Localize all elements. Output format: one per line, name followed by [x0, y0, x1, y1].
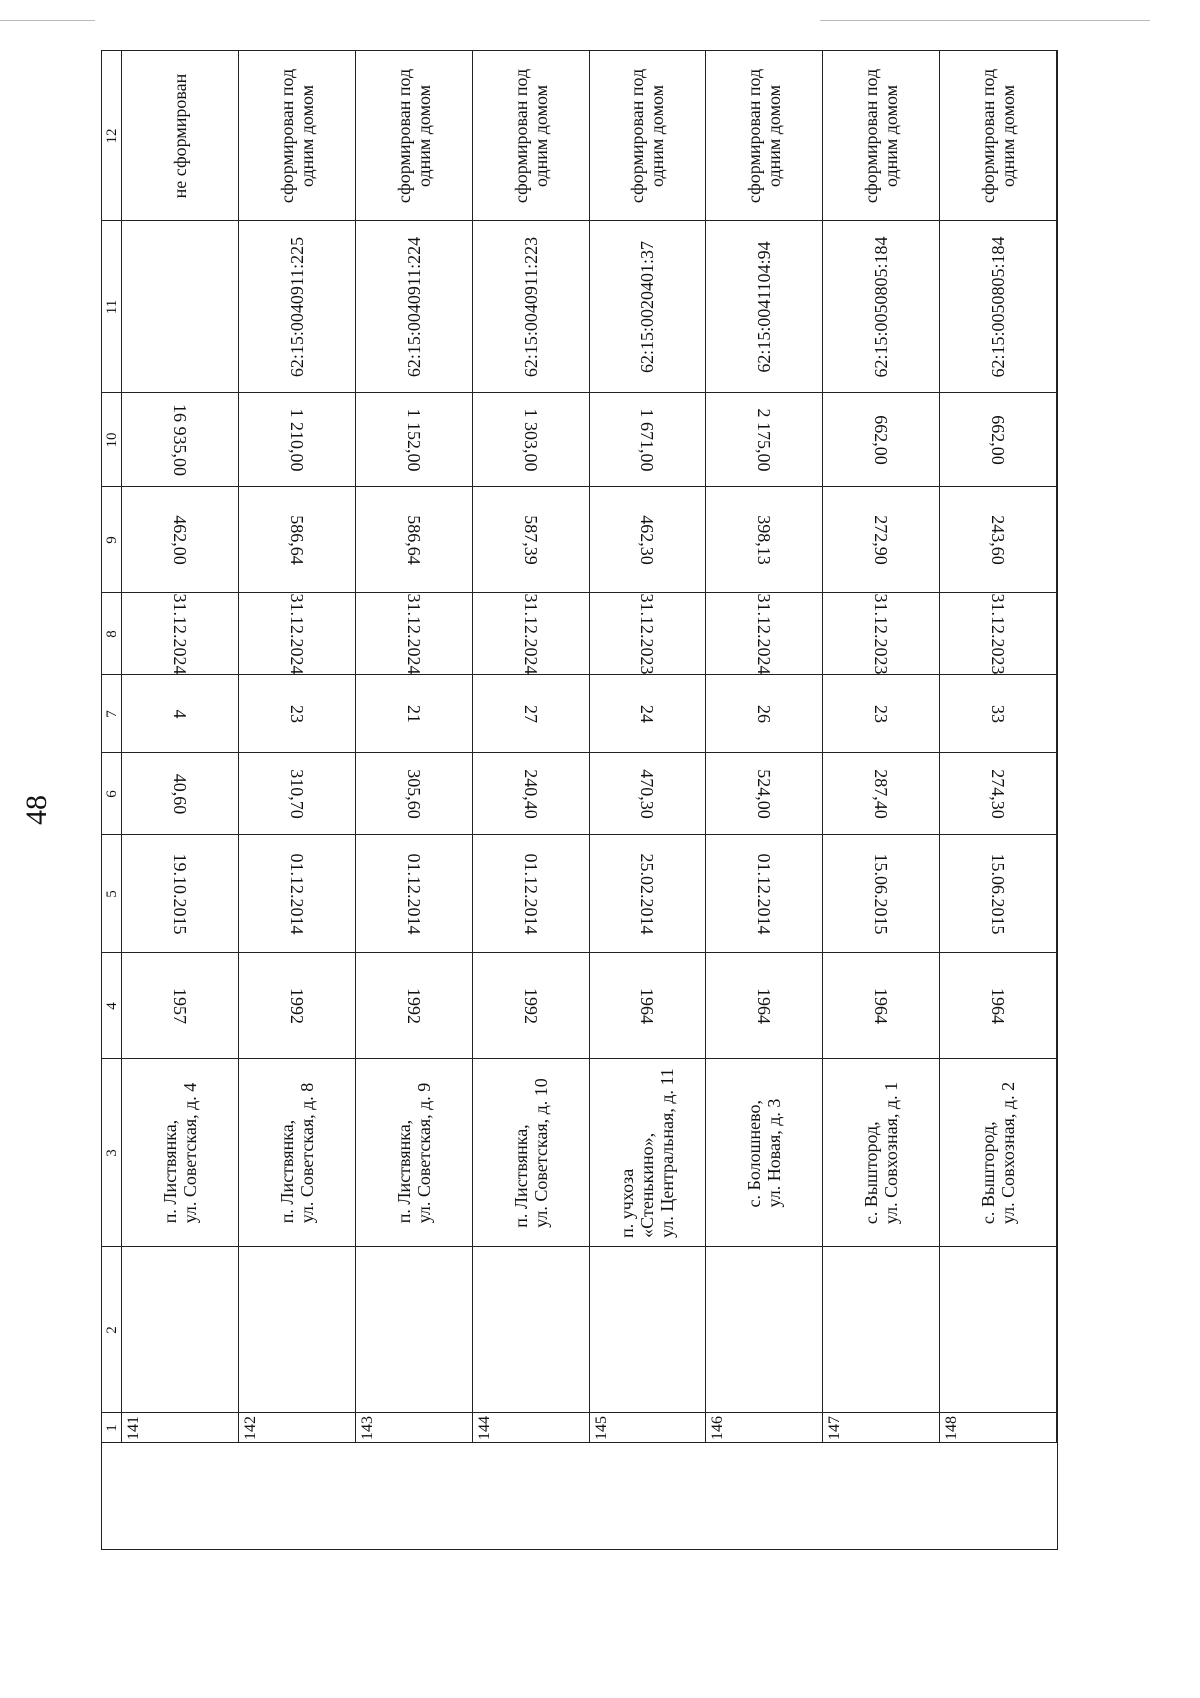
table-cell	[122, 393, 239, 487]
cell-year: 1992	[286, 987, 307, 1024]
table-cell	[940, 1059, 1057, 1247]
cell-status-line: одним домом	[998, 84, 1019, 187]
table-cell	[122, 487, 239, 593]
table-cell	[239, 1413, 356, 1443]
table-cell	[239, 1059, 356, 1247]
table-cell	[590, 1059, 707, 1247]
cell-addr-line: ул. Советская, д. 8	[296, 1082, 317, 1223]
cell-deadline: 31.12.2024	[403, 593, 424, 674]
cell-qty: 24	[637, 704, 658, 723]
cell-c10: 662,00	[871, 414, 892, 465]
table-cell	[122, 593, 239, 675]
table-cell	[473, 675, 590, 753]
cell-date: 01.12.2014	[403, 853, 424, 934]
cell-addr	[160, 1082, 200, 1223]
table-cell	[590, 753, 707, 835]
cell-addr-line: п. Листвянка,	[159, 1119, 180, 1223]
cell-status-line: сформирован под	[744, 68, 765, 203]
row-number: 143	[358, 1415, 376, 1440]
header-cell	[102, 675, 122, 753]
row-number: 147	[826, 1415, 844, 1440]
housing-table	[101, 50, 1058, 1550]
table-cell	[239, 953, 356, 1059]
cell-status-line: сформирован под	[393, 68, 414, 203]
cell-date: 01.12.2014	[286, 853, 307, 934]
cell-status-line: одним домом	[764, 84, 785, 187]
scan-artifact-line	[820, 20, 1150, 21]
table-cell	[356, 487, 473, 593]
cell-c10: 1 152,00	[403, 408, 424, 471]
cell-area: 470,30	[637, 768, 658, 819]
header-cell	[102, 1413, 122, 1443]
cell-status-line: одним домом	[881, 84, 902, 187]
table-cell	[473, 221, 590, 393]
table-cell	[823, 51, 940, 221]
cell-deadline: 31.12.2024	[520, 593, 541, 674]
table-cell	[823, 953, 940, 1059]
cell-year: 1992	[520, 987, 541, 1024]
header-cell	[102, 753, 122, 835]
cell-area: 305,60	[403, 768, 424, 819]
table-cell	[706, 753, 823, 835]
table-cell	[356, 593, 473, 675]
column-number: 10	[103, 432, 120, 447]
cell-year: 1964	[637, 987, 658, 1024]
table-cell	[356, 953, 473, 1059]
table-cell	[706, 1059, 823, 1247]
header-cell	[102, 221, 122, 393]
column-number: 4	[103, 1001, 120, 1010]
cell-addr-line: ул. Центральная, д. 11	[657, 1067, 678, 1238]
header-cell	[102, 1059, 122, 1247]
table-cell	[122, 221, 239, 393]
cell-status-line: сформирован под	[510, 68, 531, 203]
table-cell	[473, 1059, 590, 1247]
table-cell	[823, 753, 940, 835]
cell-qty: 4	[169, 709, 190, 718]
cell-c9: 272,90	[871, 514, 892, 565]
table-cell	[706, 593, 823, 675]
cell-addr	[744, 1098, 784, 1207]
column-number: 2	[103, 1325, 120, 1334]
cell-deadline: 31.12.2024	[754, 593, 775, 674]
cell-addr-line: с. Выштород,	[978, 1120, 999, 1224]
cell-status	[277, 68, 317, 202]
row-number: 142	[241, 1415, 259, 1440]
cell-area: 40,60	[169, 773, 190, 814]
cell-date: 01.12.2014	[520, 853, 541, 934]
table-cell	[940, 221, 1057, 393]
header-cell	[102, 1247, 122, 1413]
cell-date: 15.06.2015	[988, 853, 1009, 934]
table-cell	[823, 1059, 940, 1247]
table-cell	[940, 487, 1057, 593]
column-number: 1	[103, 1423, 120, 1432]
table-cell	[239, 487, 356, 593]
cell-c10: 1 671,00	[637, 408, 658, 471]
header-cell	[102, 393, 122, 487]
table-cell	[940, 51, 1057, 221]
cell-status	[978, 68, 1018, 202]
cell-area: 524,00	[754, 768, 775, 819]
cell-qty: 23	[286, 704, 307, 723]
cell-c10: 1 210,00	[286, 408, 307, 471]
cell-status-line: одним домом	[296, 84, 317, 187]
column-number: 8	[103, 629, 120, 638]
cell-addr-line: ул. Новая, д. 3	[764, 1098, 785, 1207]
table-cell	[590, 593, 707, 675]
cell-year: 1992	[403, 987, 424, 1024]
table-cell	[706, 1413, 823, 1443]
table-cell	[239, 1247, 356, 1413]
table-cell	[239, 51, 356, 221]
table-cell	[590, 221, 707, 393]
cell-status	[627, 68, 667, 202]
table-cell	[706, 51, 823, 221]
cell-addr-line: ул. Советская, д. 9	[413, 1082, 434, 1223]
table-cell	[590, 675, 707, 753]
column-number: 6	[103, 789, 120, 798]
cell-deadline: 31.12.2024	[286, 593, 307, 674]
cell-qty: 26	[754, 704, 775, 723]
table-cell	[122, 753, 239, 835]
table-cell	[122, 1059, 239, 1247]
table-cell	[239, 835, 356, 953]
table-cell	[940, 753, 1057, 835]
table-cell	[823, 221, 940, 393]
table-cell	[356, 1413, 473, 1443]
cell-c10: 16 935,00	[169, 403, 190, 476]
row-number: 145	[592, 1415, 610, 1440]
cell-status-line: сформирован под	[978, 68, 999, 203]
cell-c9: 586,64	[403, 514, 424, 565]
cell-addr-line: с. Болошнево,	[744, 1099, 765, 1207]
cell-c9: 462,00	[169, 514, 190, 565]
table-cell	[706, 953, 823, 1059]
row-number: 144	[475, 1415, 493, 1440]
row-number: 141	[125, 1415, 142, 1440]
table-cell	[706, 393, 823, 487]
table-cell	[940, 675, 1057, 753]
cell-addr-line: ул. Совхозная, д. 2	[998, 1081, 1019, 1224]
cell-c9: 398,13	[754, 514, 775, 565]
table-cell	[356, 753, 473, 835]
cell-status-line: одним домом	[530, 84, 551, 187]
cell-area: 310,70	[286, 768, 307, 819]
table-cell	[122, 51, 239, 221]
header-cell	[102, 835, 122, 953]
table-cell	[940, 1413, 1057, 1443]
table-cell	[940, 1247, 1057, 1413]
cell-addr-line: ул. Советская, д. 4	[179, 1082, 200, 1223]
cell-status	[511, 68, 551, 202]
cell-c9: 462,30	[637, 514, 658, 565]
table-cell	[706, 835, 823, 953]
table-cell	[473, 1413, 590, 1443]
table-cell	[706, 1247, 823, 1413]
cell-addr	[394, 1082, 434, 1223]
cell-year: 1964	[871, 987, 892, 1024]
cell-status-line: сформирован под	[276, 68, 297, 203]
table-cell	[122, 835, 239, 953]
cell-area: 287,40	[871, 768, 892, 819]
table-cell	[473, 1247, 590, 1413]
table-cell	[356, 675, 473, 753]
cell-cad: 62:15:0050805:184	[988, 235, 1009, 378]
table-cell	[239, 593, 356, 675]
table-cell	[706, 221, 823, 393]
table-cell	[940, 835, 1057, 953]
cell-deadline: 31.12.2023	[871, 593, 892, 674]
cell-c9: 243,60	[988, 514, 1009, 565]
cell-addr-line: с. Выштород,	[861, 1120, 882, 1224]
cell-year: 1964	[988, 987, 1009, 1024]
column-number: 7	[103, 709, 120, 718]
column-number: 12	[103, 128, 120, 143]
cell-date: 15.06.2015	[871, 853, 892, 934]
table-cell	[356, 835, 473, 953]
cell-status	[861, 68, 901, 202]
cell-deadline: 31.12.2024	[169, 593, 190, 674]
cell-cad: 62:15:0041104:94	[754, 240, 775, 373]
cell-cad: 62:15:0040911:224	[403, 236, 424, 377]
cell-cad: 62:15:0040911:225	[286, 236, 307, 377]
table-cell	[122, 1413, 239, 1443]
table-cell	[473, 487, 590, 593]
cell-addr-line: п. Листвянка,	[393, 1119, 414, 1223]
table-cell	[356, 51, 473, 221]
cell-addr-line: п. Листвянка,	[276, 1119, 297, 1223]
table-cell	[356, 221, 473, 393]
column-number: 11	[103, 299, 120, 314]
table-cell	[473, 953, 590, 1059]
cell-addr	[617, 1068, 677, 1238]
header-cell	[102, 487, 122, 593]
cell-status	[170, 73, 190, 198]
cell-addr	[277, 1082, 317, 1223]
cell-status-line: сформирован под	[861, 68, 882, 203]
cell-date: 01.12.2014	[754, 853, 775, 934]
cell-addr-line: «Стенькино»,	[637, 1132, 658, 1238]
table-cell	[823, 593, 940, 675]
cell-qty: 27	[520, 704, 541, 723]
cell-status	[744, 68, 784, 202]
cell-qty: 23	[871, 704, 892, 723]
scan-artifact-line	[0, 20, 95, 21]
table-cell	[823, 835, 940, 953]
table-cell	[823, 1413, 940, 1443]
table-cell	[940, 953, 1057, 1059]
cell-addr-line: ул. Советская, д. 10	[530, 1077, 551, 1228]
cell-status-line: одним домом	[413, 84, 434, 187]
cell-date: 19.10.2015	[169, 853, 190, 934]
header-cell	[102, 953, 122, 1059]
table-cell	[823, 393, 940, 487]
cell-cad: 62:15:0020401:37	[637, 240, 658, 373]
table-cell	[239, 753, 356, 835]
cell-status-line: одним домом	[647, 84, 668, 187]
table-cell	[823, 487, 940, 593]
table-cell	[590, 953, 707, 1059]
header-cell	[102, 51, 122, 221]
table-cell	[590, 835, 707, 953]
cell-cad: 62:15:0040911:223	[520, 236, 541, 377]
cell-year: 1957	[169, 987, 190, 1024]
cell-c9: 586,64	[286, 514, 307, 565]
cell-addr	[511, 1078, 551, 1228]
table-cell	[590, 1247, 707, 1413]
cell-c10: 2 175,00	[754, 408, 775, 471]
table-cell	[473, 51, 590, 221]
table-cell	[239, 393, 356, 487]
cell-c10: 662,00	[988, 414, 1009, 465]
table-cell	[122, 675, 239, 753]
table-cell	[473, 393, 590, 487]
row-number: 146	[709, 1415, 727, 1440]
table-cell	[122, 953, 239, 1059]
table-cell	[473, 753, 590, 835]
table-cell	[473, 835, 590, 953]
cell-cad: 62:15:0050805:184	[871, 235, 892, 378]
cell-year: 1964	[754, 987, 775, 1024]
table-cell	[239, 221, 356, 393]
cell-c9: 587,39	[520, 514, 541, 565]
table-cell	[823, 675, 940, 753]
cell-status-line: не сформирован	[169, 73, 190, 198]
cell-addr	[978, 1081, 1018, 1223]
table-cell	[706, 675, 823, 753]
column-number: 9	[103, 535, 120, 544]
column-number: 3	[103, 1148, 120, 1157]
table-cell	[122, 1247, 239, 1413]
cell-area: 240,40	[520, 768, 541, 819]
cell-addr-line: п. учхоза	[617, 1168, 638, 1238]
page-number: 48	[20, 795, 53, 825]
table-cell	[356, 1059, 473, 1247]
table-cell	[940, 593, 1057, 675]
cell-addr-line: ул. Совхозная, д. 1	[881, 1081, 902, 1224]
column-number: 5	[103, 889, 120, 898]
table-cell	[940, 393, 1057, 487]
table-cell	[590, 1413, 707, 1443]
table-cell	[590, 487, 707, 593]
table-cell	[823, 1247, 940, 1413]
cell-c10: 1 303,00	[520, 408, 541, 471]
cell-date: 25.02.2014	[637, 853, 658, 934]
table-cell	[356, 1247, 473, 1413]
cell-area: 274,30	[988, 768, 1009, 819]
cell-status-line: сформирован под	[627, 68, 648, 203]
cell-qty: 21	[403, 704, 424, 723]
table-cell	[473, 593, 590, 675]
cell-addr-line: п. Листвянка,	[510, 1123, 531, 1228]
cell-status	[394, 68, 434, 202]
table-cell	[239, 675, 356, 753]
header-cell	[102, 593, 122, 675]
cell-qty: 33	[988, 704, 1009, 723]
table-cell	[590, 51, 707, 221]
cell-deadline: 31.12.2023	[988, 593, 1009, 674]
table-cell	[590, 393, 707, 487]
cell-deadline: 31.12.2023	[637, 593, 658, 674]
row-number: 148	[943, 1415, 961, 1440]
table-cell	[356, 393, 473, 487]
table-cell	[706, 487, 823, 593]
cell-addr	[861, 1081, 901, 1223]
